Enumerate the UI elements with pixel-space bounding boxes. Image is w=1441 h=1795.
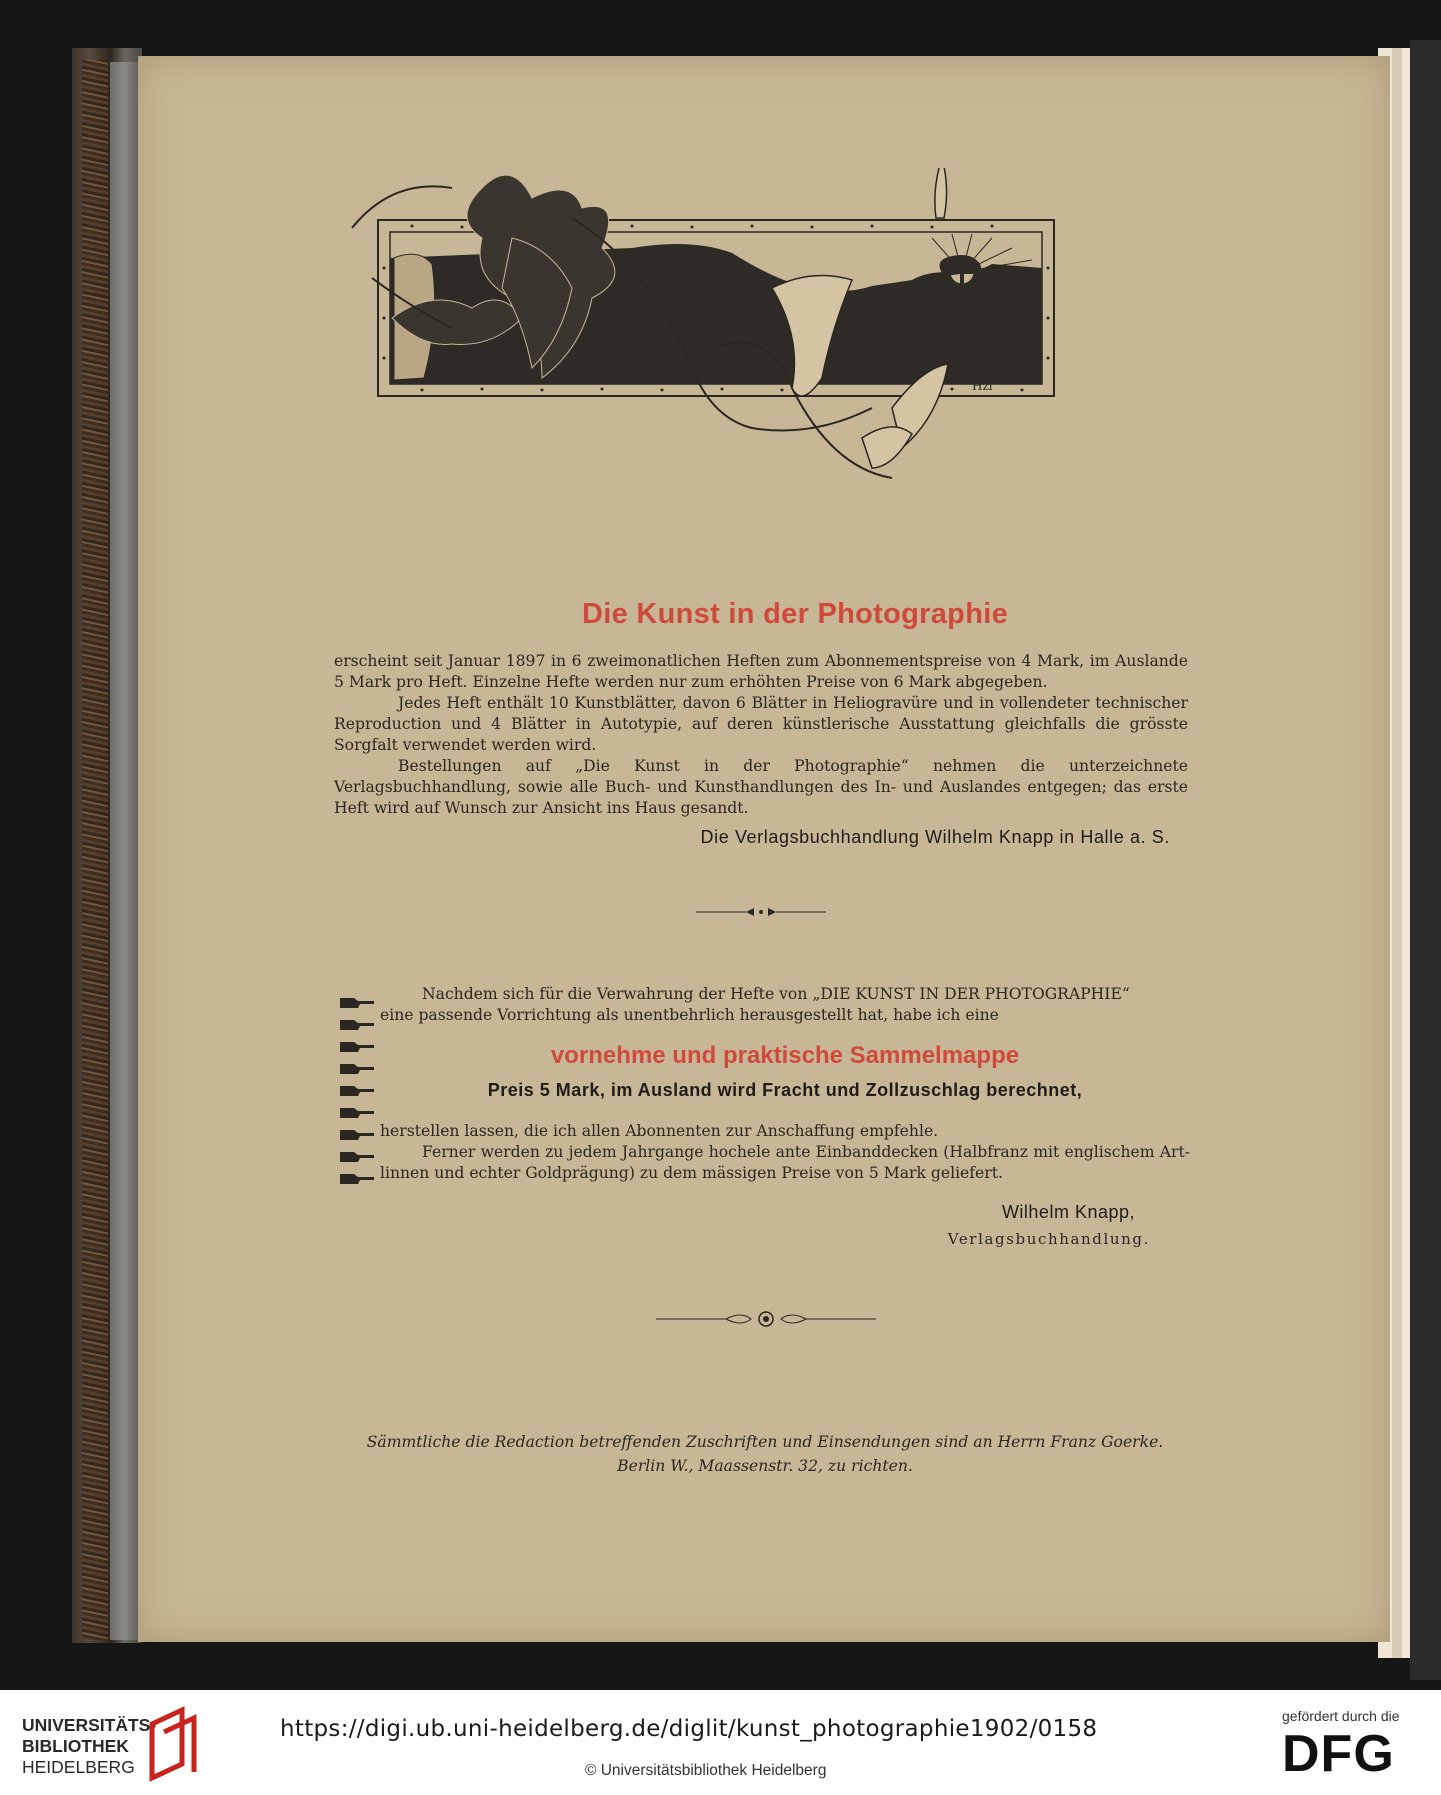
paragraph-orders: Bestellungen auf „Die Kunst in der Photographie“ nehmen die unterzeichnete Verlagsbuchhandlung, sowie alle Buch- und Kunsthandlungen des In- und Auslandes entgegen; das erste Heft wird auf Wunsch zur Ansicht ins Haus gesandt.: [334, 757, 1188, 817]
library-name-line-3: HEIDELBERG: [22, 1757, 135, 1777]
pointing-hands-column: [338, 996, 376, 1190]
marbled-cover: [82, 60, 108, 1640]
notice-heading: vornehme und praktische Sammelmappe: [550, 1042, 1020, 1069]
publisher-signature: Die Verlagsbuchhandlung Wilhelm Knapp in Halle a. S.: [700, 827, 1170, 847]
library-logo-icon[interactable]: [146, 1704, 200, 1782]
signature-firm: Verlagsbuchhandlung.: [947, 1230, 1150, 1248]
library-name[interactable]: [22, 1715, 156, 1778]
decorative-illustration: [332, 168, 1188, 548]
permalink-url[interactable]: https://digi.ub.uni-heidelberg.de/diglit/kunst_photographie1902/0158: [280, 1716, 1098, 1742]
divider-ornament-2: [656, 1307, 876, 1331]
notice-intro: [380, 984, 1190, 1026]
illustration-signature: Hzl: [972, 379, 993, 393]
footer-line-2: Berlin W., Maassenstr. 32, zu richten.: [617, 1457, 913, 1475]
funder-label: gefördert durch die: [1282, 1708, 1400, 1724]
notice-body: [380, 1121, 1190, 1184]
library-name-line-2: BIBLIOTHEK: [22, 1736, 129, 1756]
paragraph-subscription: erscheint seit Januar 1897 in 6 zweimonatlichen Heften zum Abonnementspreise von 4 Mark, im Auslande 5 Mark pro Heft. Einzelne Hefte werden nur zum erhöhten Preise von 6 Mark abgegeben.: [334, 652, 1188, 691]
notice-line-3: herstellen lassen, die ich allen Abonnenten zur Anschaffung empfehle.: [380, 1122, 939, 1140]
pointing-hand-icon: [338, 996, 376, 1186]
notice-line-4: Ferner werden zu jedem Jahrgange hochele ante Einbanddecken (Halbfranz mit englischem Art-linnen und echter Goldprägung) zu dem mässigen Preise von 5 Mark geliefert.: [380, 1143, 1190, 1182]
library-name-line-1: UNIVERSITÄTS-: [22, 1715, 157, 1735]
page-title: Die Kunst in der Photographie: [582, 598, 1008, 630]
copyright-notice: © Universitätsbibliothek Heidelberg: [585, 1762, 827, 1779]
right-cover: [1410, 40, 1441, 1680]
footer-line-1: Sämmtliche die Redaction betreffenden Zuschriften und Einsendungen sind an Herrn Franz Goerke.: [366, 1433, 1164, 1451]
divider-ornament: [696, 904, 826, 920]
cover-board: [110, 62, 140, 1640]
notice-line-2: eine passende Vorrichtung als unentbehrlich herausgestellt hat, habe ich eine: [380, 1006, 999, 1024]
notice-price: Preis 5 Mark, im Ausland wird Fracht und Zollzuschlag berechnet,: [487, 1080, 1083, 1100]
editorial-footer: [340, 1430, 1190, 1478]
signature-name: Wilhelm Knapp,: [1001, 1202, 1135, 1222]
dfg-logo[interactable]: DFG: [1282, 1725, 1395, 1783]
page-stack-shadow: [1392, 48, 1402, 1658]
paragraph-contents: Jedes Heft enthält 10 Kunstblätter, davon 6 Blätter in Heliogravüre und in vollendeter technischer Reproduction und 4 Blätter in Autotypie, auf deren künstlerische Ausstattung gleichfalls die grösste Sorgfalt verwendet werden wird.: [334, 694, 1188, 754]
notice-line-1: Nachdem sich für die Verwahrung der Hefte von „DIE KUNST IN DER PHOTOGRAPHIE“: [422, 985, 1130, 1003]
